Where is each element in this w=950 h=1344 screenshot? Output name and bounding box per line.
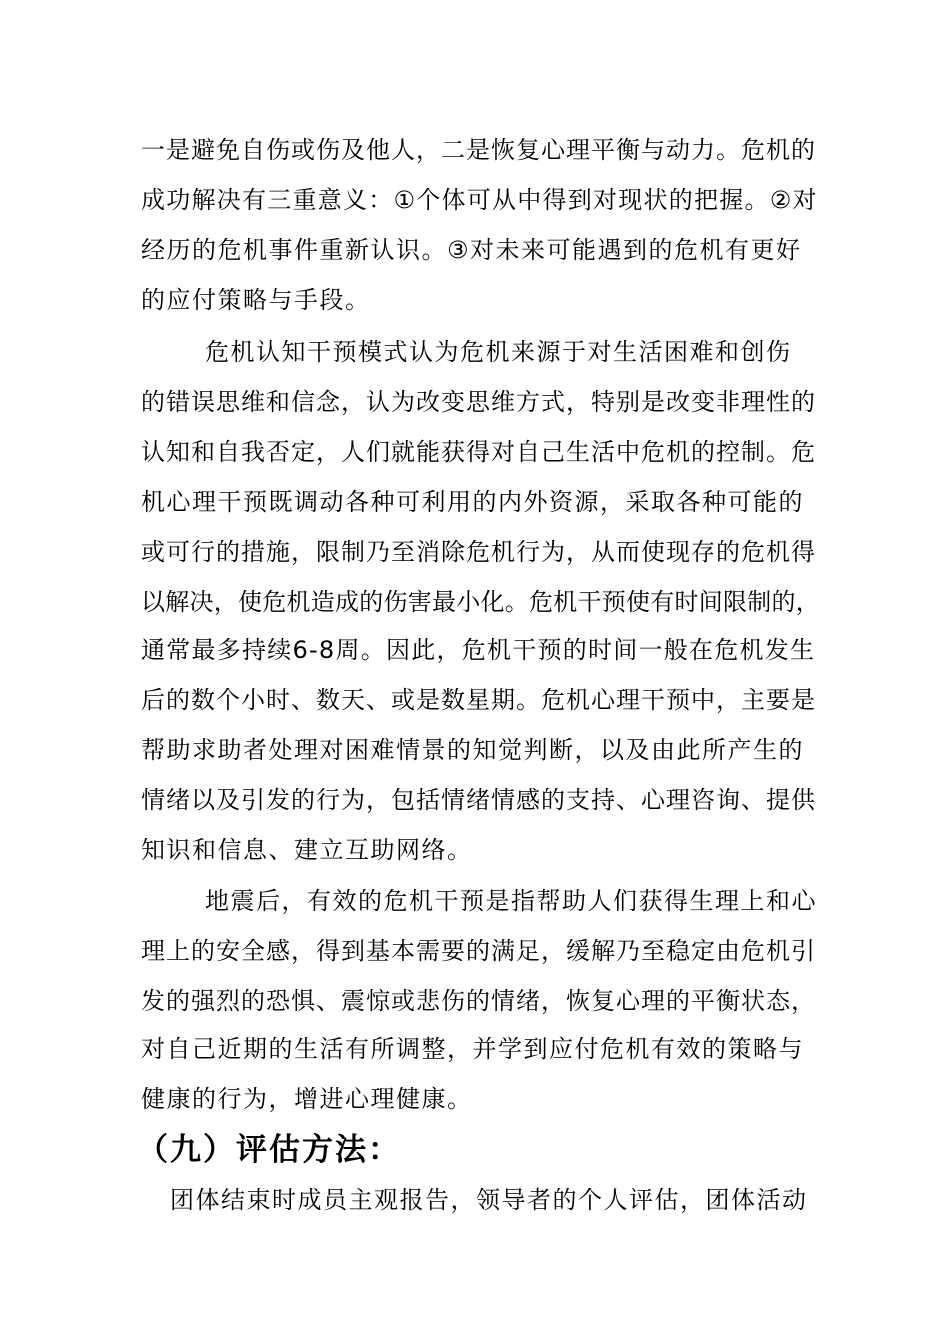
section-heading: （九）评估方法： [137,1132,401,1168]
text-line: 认知和自我否定，人们就能获得对自己生活中危机的控制。危 [141,438,816,466]
text-line: 机心理干预既调动各种可利用的内外资源，采取各种可能的 [141,488,804,516]
text-line: 发的强烈的恐惧、震惊或悲伤的情绪，恢复心理的平衡状态， [141,987,816,1015]
text-line: 帮助求助者处理对困难情景的知觉判断，以及由此所产生的 [141,736,804,764]
text-line: 成功解决有三重意义：①个体可从中得到对现状的把握。②对 [141,186,818,214]
text-line: 知识和信息、建立互助网络。 [141,836,473,864]
text-line: 团体结束时成员主观报告，领导者的个人评估，团体活动 [170,1186,808,1214]
text-line: 健康的行为，增进心理健康。 [141,1085,473,1113]
text-line: 危机认知干预模式认为危机来源于对生活困难和创伤 [205,338,792,366]
text-line: 经历的危机事件重新认识。③对未来可能遇到的危机有更好 [141,236,802,264]
text-line: 通常最多持续6-8周。因此，危机干预的时间一般在危机发生 [141,636,816,664]
text-line: 或可行的措施，限制乃至消除危机行为，从而使现存的危机得 [141,538,816,566]
text-line: 理上的安全感，得到基本需要的满足，缓解乃至稳定由危机引 [141,937,816,965]
text-line: 的错误思维和信念，认为改变思维方式，特别是改变非理性的 [141,388,816,416]
text-line: 后的数个小时、数天、或是数星期。危机心理干预中，主要是 [141,686,816,714]
text-line: 情绪以及引发的行为，包括情绪情感的支持、心理咨询、提供 [141,786,816,814]
text-line: 以解决，使危机造成的伤害最小化。危机干预使有时间限制的， [141,588,820,616]
text-line: 一是避免自伤或伤及他人，二是恢复心理平衡与动力。危机的 [141,136,816,164]
text-line: 的应付策略与手段。 [141,286,371,314]
text-line: 对自己近期的生活有所调整，并学到应付危机有效的策略与 [141,1035,804,1063]
text-line: 地震后，有效的危机干预是指帮助人们获得生理上和心 [205,887,817,915]
